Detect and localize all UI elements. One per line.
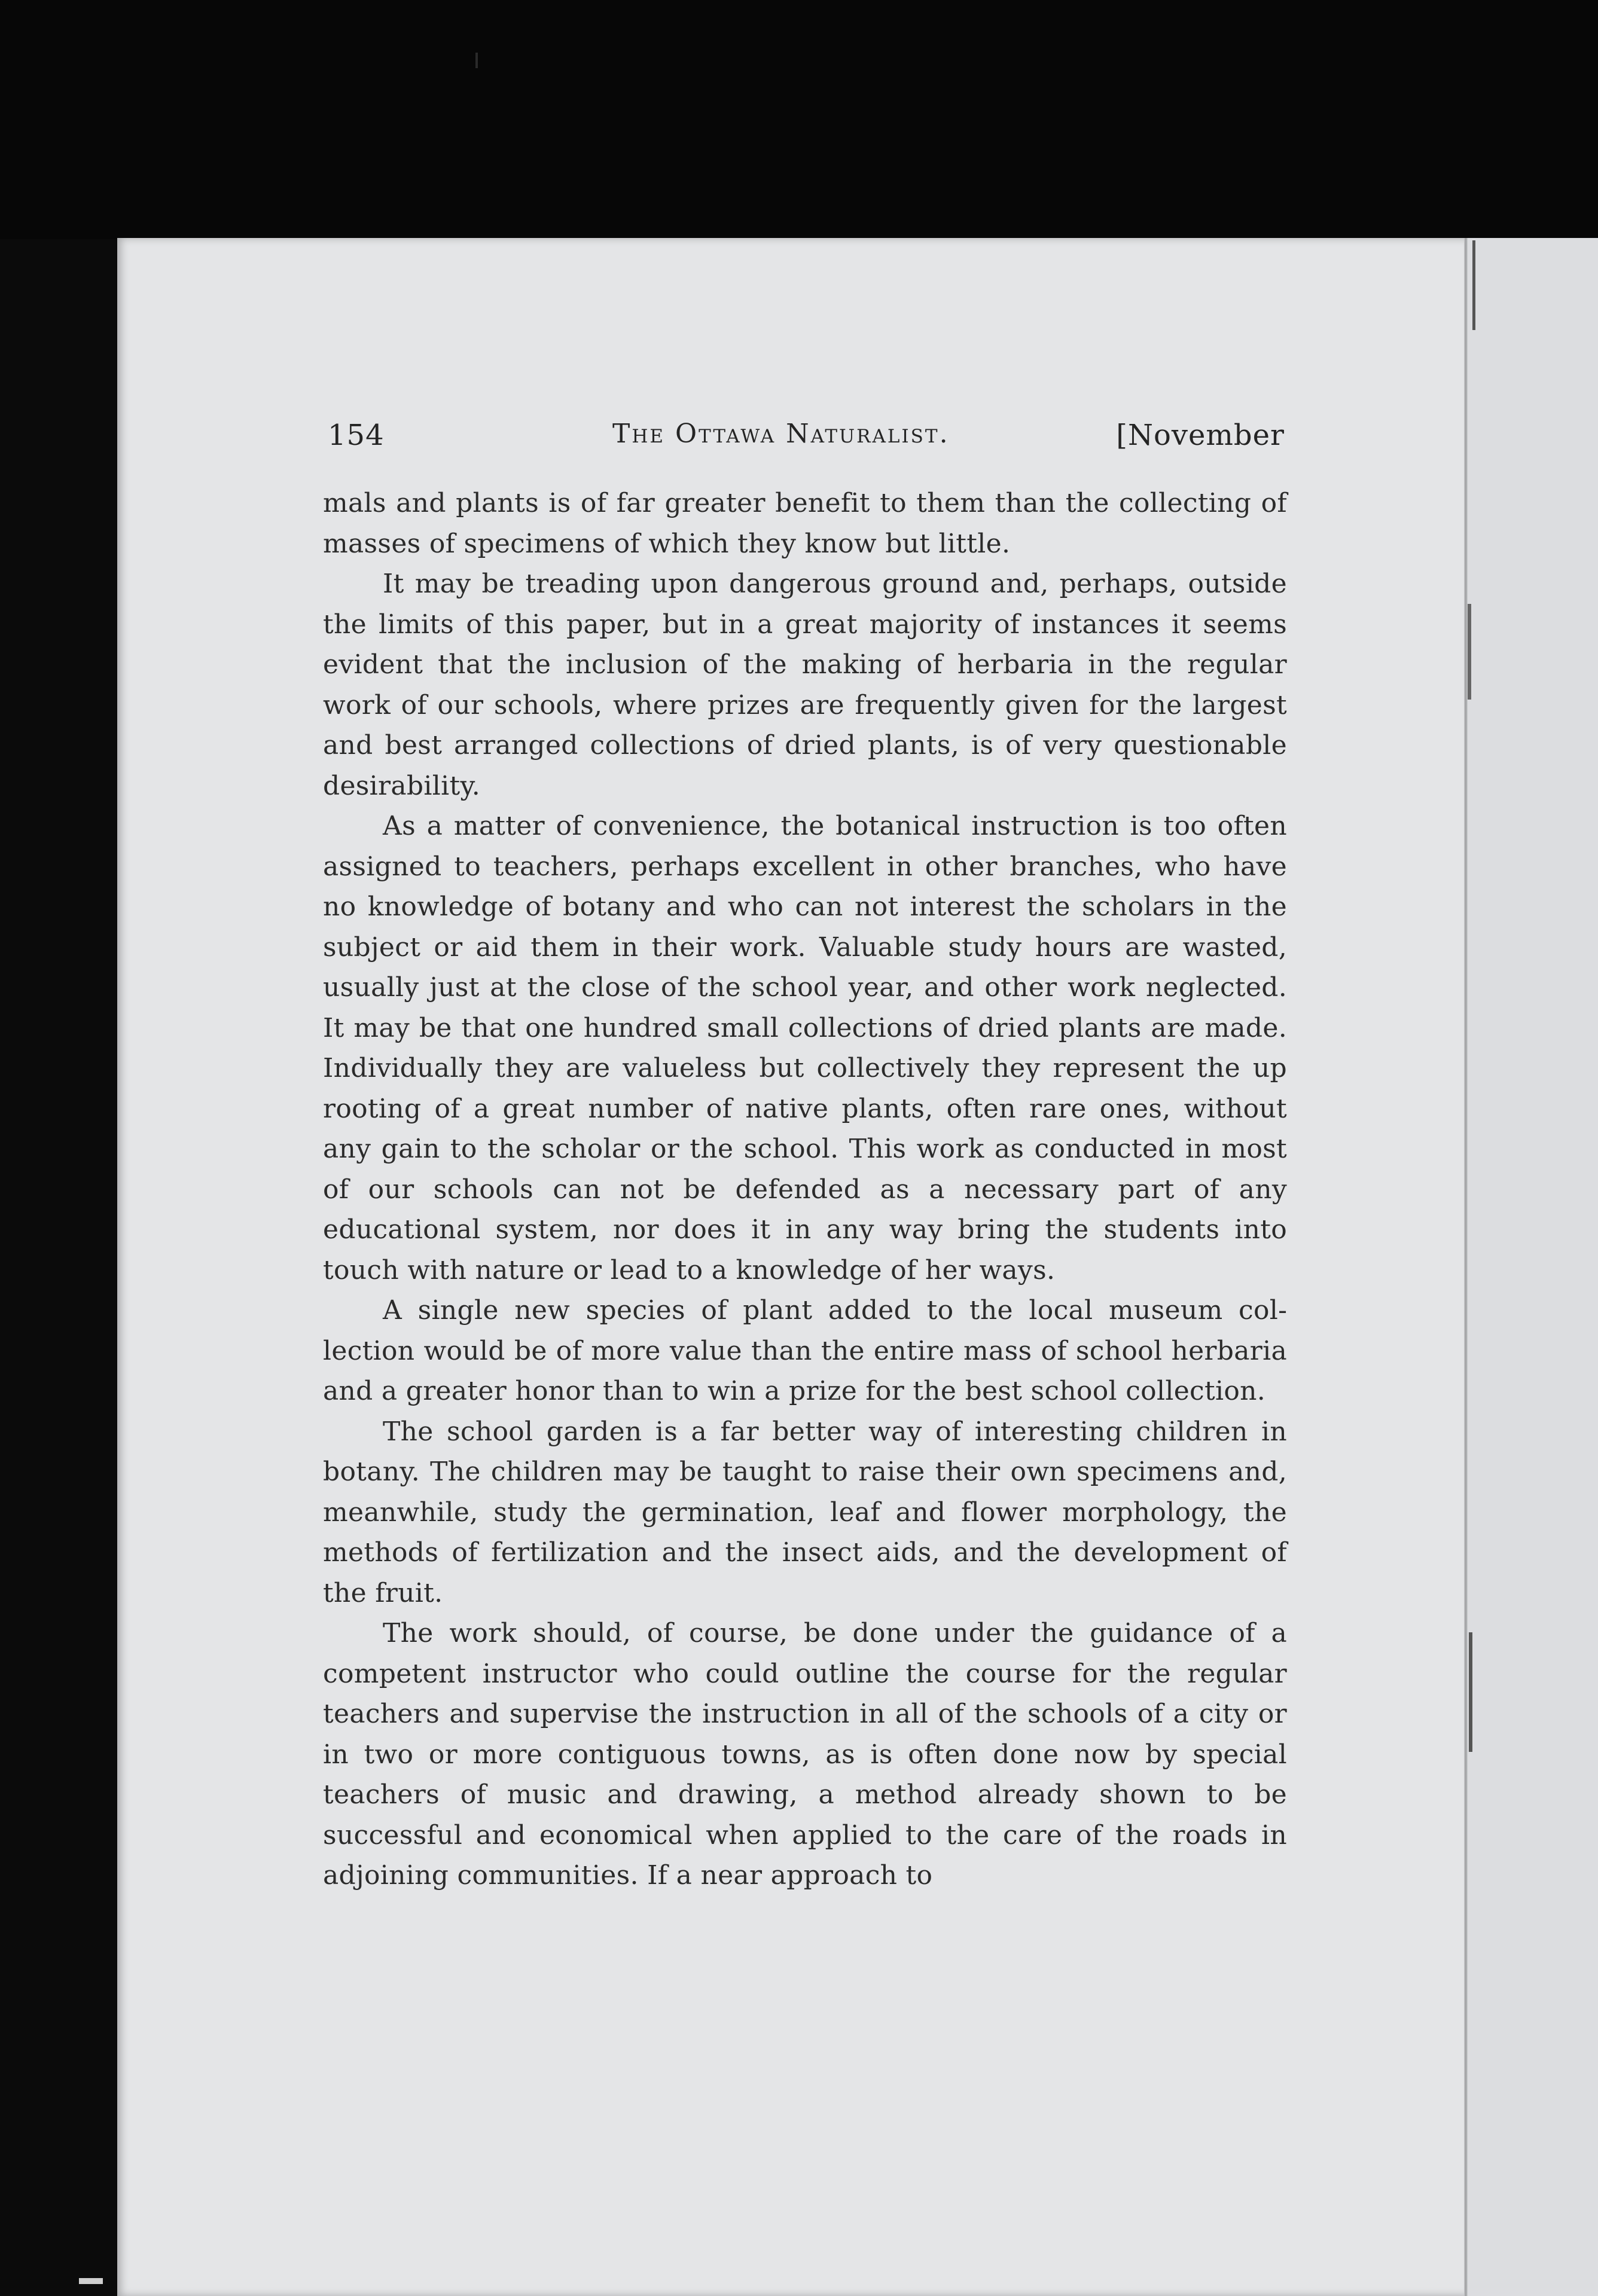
running-month: [November [1116, 419, 1285, 452]
paragraph: A single new species of plant added to the local museum collection would be of more value than the entire mass of school herbaria and a greater honor than to win a prize for the best school collection. [323, 1295, 1287, 1406]
running-title: The Ottawa Naturalist. [612, 419, 950, 449]
scan-speck [1469, 1632, 1472, 1752]
adjacent-page-edge [1468, 238, 1598, 2296]
paragraph: It may be treading upon dangerous ground and, perhaps, outside the limits of this paper, but in a great majority of instances it seems evident that the inclusion of the making of herbaria in the regular work of our schools, where prizes are frequently given for the largest and best arranged collections of dried plants, is of very questionable desirability. [323, 569, 1287, 801]
paragraph: The school garden is a far better way of interesting children in botany. The children may be taught to raise their own specimens and, meanwhile, study the germination, leaf and flower morphology, the methods of fertilization and the insect aids, and the development of the fruit. [323, 1416, 1287, 1608]
scan-speck [475, 53, 478, 68]
page-gutter [1464, 238, 1468, 2296]
scan-speck [1472, 240, 1475, 330]
body-text [323, 483, 1287, 1896]
page-number: 154 [328, 419, 385, 452]
paragraph: mals and plants is of far greater benefit to them than the collecting of masses of specimens of which they know but little. [323, 488, 1287, 559]
paragraph: As a matter of convenience, the botanical instruction is too often assigned to teachers, perhaps excellent in other branches, who have no knowledge of botany and who can not interest the scholars in the subject or aid them in their work. Valuable study hours are wasted, usually just at the close of the school year, and other work neglected. It may be that one hundred small collections of dried plants are made. Individually they are valueless but collectively they represent the up rooting of a great number of native plants, often rare ones, without any gain to the scholar or the school. This work as conducted in most of our schools can not be defended as a necessary part of any educational system, nor does it in any way bring the students into touch with nature or lead to a knowledge of her ways. [323, 811, 1287, 1286]
running-header [328, 419, 1285, 466]
scan-background-top [0, 0, 1598, 239]
scan-speck [79, 2278, 103, 2284]
scan-speck [1468, 604, 1471, 700]
paragraph: The work should, of course, be done under the guidance of a competent instructor who could outline the course for the regular teachers and supervise the instruction in all of the schools of a city or in two or more contiguous towns, as is often done now by special teachers of music and drawing, a method already shown to be successful and economical when applied to the care of the roads in adjoining communities. If a near approach to [323, 1618, 1287, 1891]
